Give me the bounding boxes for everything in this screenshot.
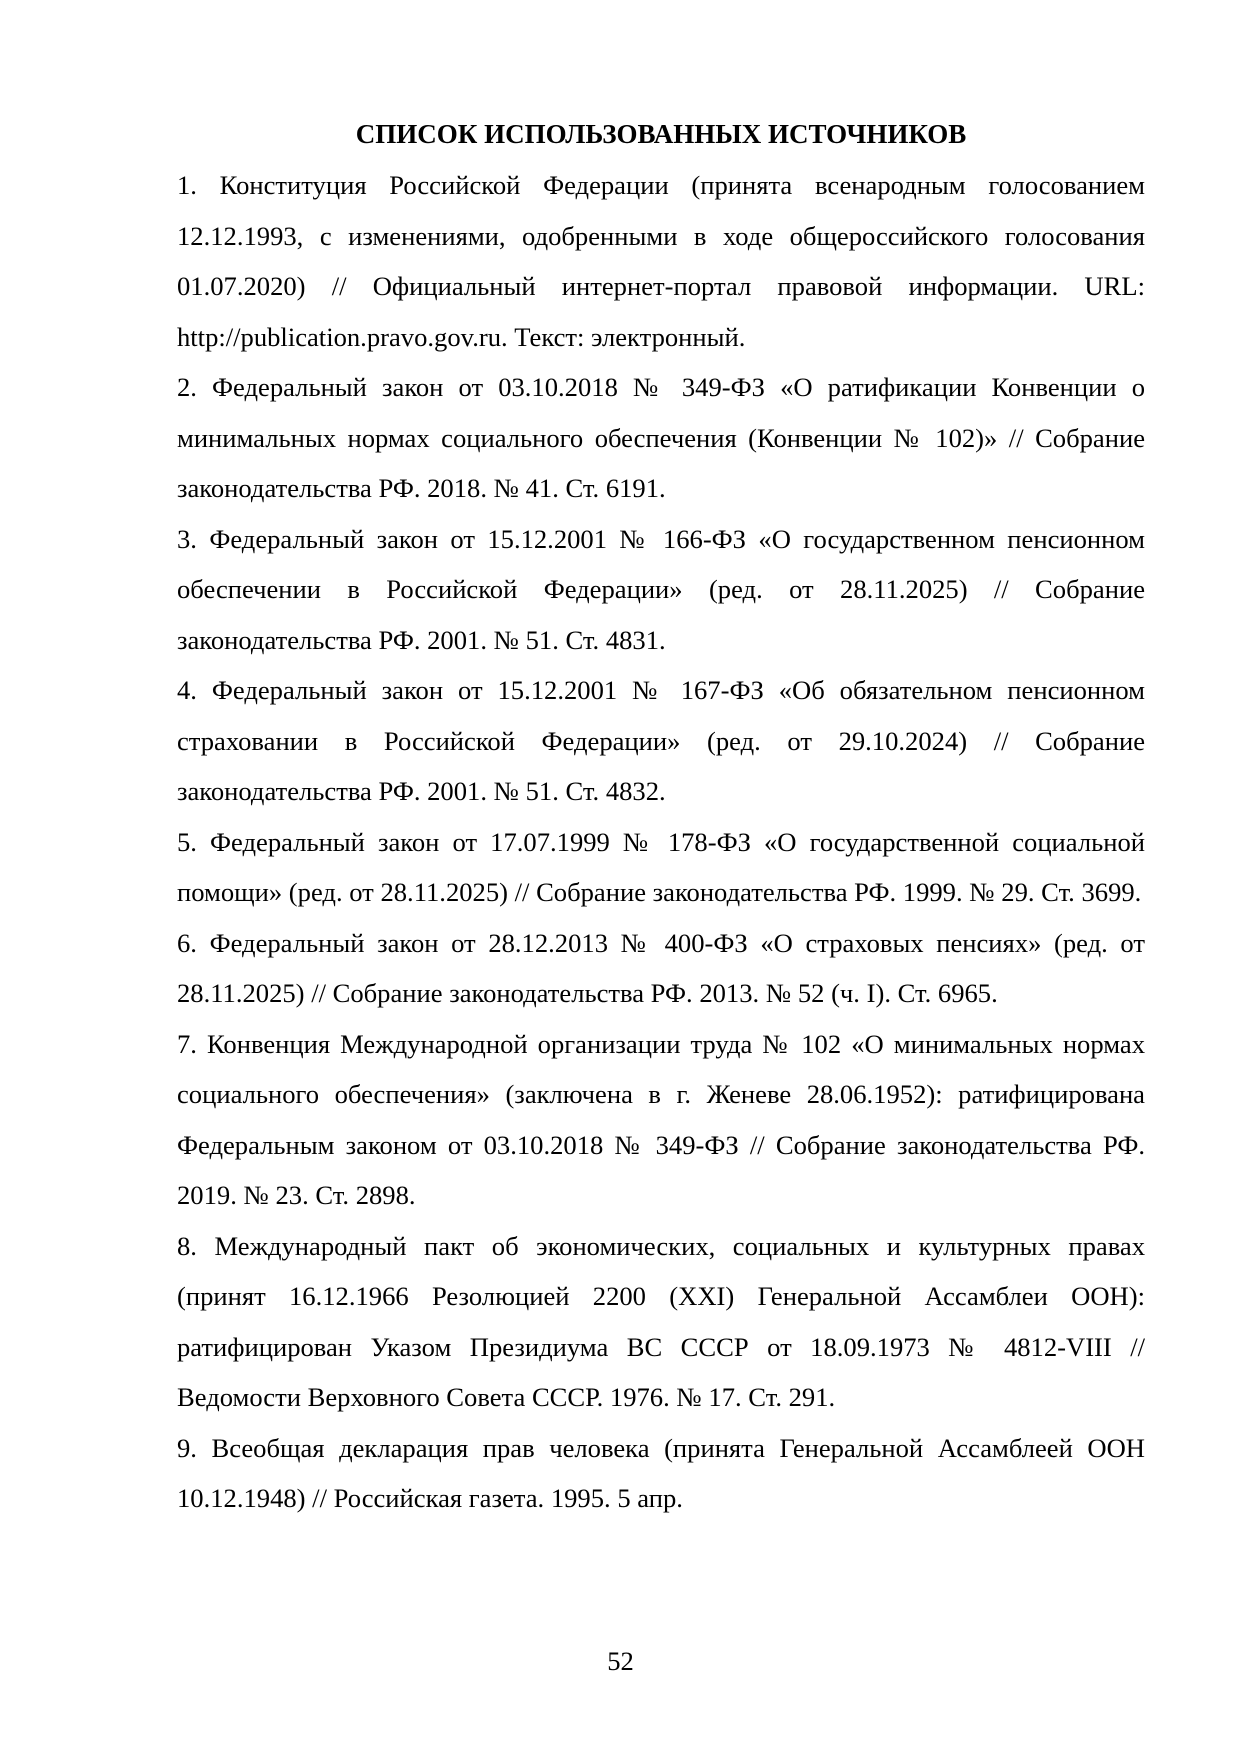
reference-item: 3. Федеральный закон от 15.12.2001 № 166-ФЗ «О государственном пенсионном обеспечении в Российской Федерации» (ред. от 28.11.2025) // Собрание законодательства РФ. 2001. № 51. Ст. 4831. bbox=[177, 523, 1145, 655]
page-number: 52 bbox=[607, 1646, 634, 1676]
references-list bbox=[177, 160, 1145, 1524]
reference-item: 5. Федеральный закон от 17.07.1999 № 178-ФЗ «О государственной социальной помощи» (ред. от 28.11.2025) // Собрание законодательства РФ. 1999. № 29. Ст. 3699. bbox=[177, 826, 1145, 907]
reference-item: 1. Конституция Российской Федерации (принята всенародным голосованием 12.12.1993, с изменениями, одобренными в ходе общероссийского голосования 01.07.2020) // Официальный интернет-портал правовой информации. URL: http://publication.pravo.gov.ru. Текст: электронный. bbox=[177, 170, 1145, 352]
reference-item: 9. Всеобщая декларация прав человека (принята Генеральной Ассамблеей ООН 10.12.1948) // Российская газета. 1995. 5 апр. bbox=[177, 1432, 1145, 1513]
page-title: СПИСОК ИСПОЛЬЗОВАННЫХ ИСТОЧНИКОВ bbox=[355, 119, 967, 149]
reference-item: 4. Федеральный закон от 15.12.2001 № 167-ФЗ «Об обязательном пенсионном страховании в Российской Федерации» (ред. от 29.10.2024) // Собрание законодательства РФ. 2001. № 51. Ст. 4832. bbox=[177, 675, 1145, 806]
reference-item: 7. Конвенция Международной организации труда № 102 «О минимальных нормах социального обеспечения» (заключена в г. Женеве 28.06.1952): ратифицирована Федеральным законом от 03.10.2018 № 349-ФЗ // Собрание законодательства РФ. 2019. № 23. Ст. 2898. bbox=[177, 1028, 1145, 1210]
reference-item: 6. Федеральный закон от 28.12.2013 № 400-ФЗ «О страховых пенсиях» (ред. от 28.11.2025) // Собрание законодательства РФ. 2013. № 52 (ч. I). Ст. 6965. bbox=[177, 927, 1145, 1008]
reference-item: 2. Федеральный закон от 03.10.2018 № 349-ФЗ «О ратификации Конвенции о минимальных нормах социального обеспечения (Конвенции № 102)» // Собрание законодательства РФ. 2018. № 41. Ст. 6191. bbox=[177, 372, 1145, 503]
reference-item: 8. Международный пакт об экономических, социальных и культурных правах (принят 16.12.1966 Резолюцией 2200 (XXI) Генеральной Ассамблеи ООН): ратифицирован Указом Президиума ВС СССР от 18.09.1973 № 4812-VIII // Ведомости Верховного Совета СССР. 1976. № 17. Ст. 291. bbox=[177, 1230, 1145, 1412]
